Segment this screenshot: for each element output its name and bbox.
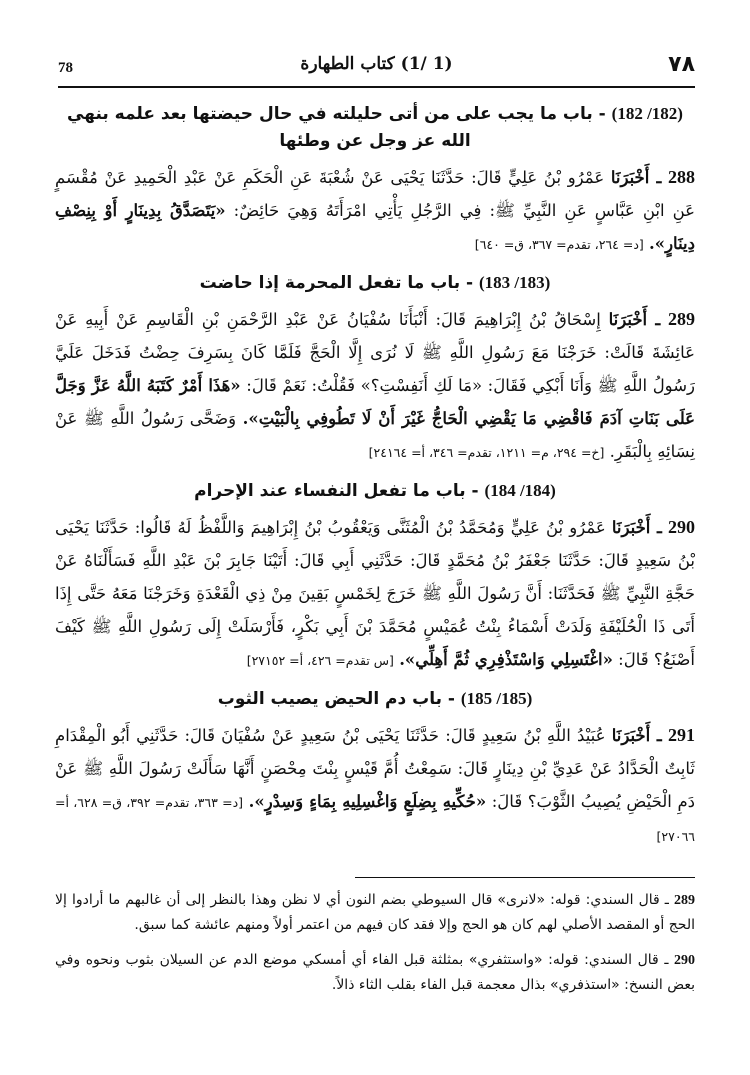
hadith-paragraph: [55, 303, 695, 469]
chapter-number: (182/ 182): [611, 104, 683, 123]
chapter-number: (183/ 183): [479, 273, 551, 292]
hadith-reference: [خ= ٢٩٤، م= ١٢١١، تقدم= ٣٤٦، أ= ٢٤١٦٤]: [368, 445, 605, 460]
hadith-isnad: عُبَيْدُ اللَّهِ بْنُ سَعِيدٍ قَالَ: حَدَّثَنَا يَحْيَى بْنُ سَعِيدٍ عَنْ سُفْيَانَ قَالَ: حَدَّثَنِي أَبُو الْمِقْدَامِ ثَابِتٌ الْحَدَّادُ عَنْ عَدِيِّ بْنِ دِينَارٍ قَالَ: سَمِعْتُ أُمَّ قَيْسٍ بِنْتَ مِحْصَنٍ أَنَّهَا سَأَلَتْ رَسُولَ اللَّهِ ﷺ عَنْ دَمِ الْحَيْضِ يُصِيبُ الثَّوْبَ؟ قَالَ:: [55, 726, 696, 811]
chapter-heading: [55, 685, 695, 713]
footnote-number: 289: [674, 893, 695, 908]
hadith-number: 290: [667, 517, 695, 537]
chapter-number: (185/ 185): [460, 689, 533, 708]
footnote: [55, 948, 695, 998]
footnote: [55, 888, 695, 938]
hadith-reference: [د= ٢٦٤، تقدم= ٣٦٧، ق= ٦٤٠]: [474, 237, 644, 252]
chapter-heading: [55, 477, 695, 505]
footnote-text: ـ قال السندي: قوله: «واستثفري» بمثلثة قبل الفاء أي أمسكي موضع الدم عن السيلان بثوب ونحوه وفي بعض النسخ: «استذفري» بذال معجمة قبل الفاء بقلب الثاء ذالاً.: [55, 952, 695, 993]
hadith-lead: ـ أَخْبَرَنَا: [610, 168, 662, 187]
chapter-title: - باب ما تفعل النفساء عند الإحرام: [194, 481, 479, 501]
hadith-reference: [س تقدم= ٤٢٦، أ= ٢٧١٥٢]: [246, 653, 394, 668]
chapter-number: (184/ 184): [484, 481, 556, 500]
hadith-lead: ـ أَخْبَرَنَا: [608, 310, 661, 329]
hadith-paragraph: [55, 161, 695, 261]
chapter-heading: [55, 269, 695, 297]
main-text: [55, 92, 695, 853]
chapter-heading: [55, 100, 695, 155]
footnote-divider: [355, 877, 695, 878]
footnote-text: ـ قال السندي: قوله: «لانرى» قال السيوطي بضم النون أي لا نظن وهذا بالنظر إلى أن غالبهم ما أرادوا إلا الحج أو المقصد الأصلي لهم كان هو الحج وإلا فقد كان فيهم من اعتمر أولاً ومنهم عائشة كما سبق.: [55, 892, 695, 933]
hadith-paragraph: [55, 511, 695, 677]
footnote-number: 290: [674, 953, 695, 968]
hadith-isnad: عَمْرُو بْنُ عَلِيٍّ قَالَ: حَدَّثَنَا يَحْيَى عَنْ شُعْبَةَ عَنِ الْحَكَمِ عَنْ عَبْدِ الْحَمِيدِ عَنْ مُقْسَمٍ عَنِ ابْنِ عَبَّاسٍ عَنِ النَّبِيِّ ﷺ: فِي الرَّجُلِ يَأْتِي امْرَأَتَهُ وَهِيَ حَائِضٌ:: [55, 168, 695, 220]
hadith-lead: ـ أَخْبَرَنَا: [611, 726, 662, 745]
page-number-latin: 78: [58, 60, 73, 76]
chapter-title: - باب دم الحيض يصيب الثوب: [217, 689, 455, 709]
running-title: (1 /1) كتاب الطهارة: [300, 54, 453, 74]
hadith-reference: [د= ٣٦٣، تقدم= ٣٩٢، ق= ٦٢٨، أ= ٢٧٠٦٦]: [55, 795, 695, 844]
hadith-number: 288: [668, 167, 695, 187]
page-header: [58, 38, 695, 88]
hadith-isnad: إِسْحَاقُ بْنُ إِبْرَاهِيمَ قَالَ: أَنْبَأَنَا سُفْيَانُ عَنْ عَبْدِ الرَّحْمَنِ بْنِ الْقَاسِمِ عَنْ أَبِيهِ عَنْ عَائِشَةَ قَالَتْ: خَرَجْنَا مَعَ رَسُولِ اللَّهِ ﷺ لَا نُرَى إِلَّا الْحَجَّ فَلَمَّا كَانَ بِسَرِفَ حِضْتُ فَدَخَلَ عَلَيَّ رَسُولُ اللَّهِ ﷺ وَأَنَا أَبْكِي فَقَالَ: «مَا لَكِ أَنَفِسْتِ؟» فَقُلْتُ: نَعَمْ قَالَ:: [55, 310, 695, 395]
chapter-title: - باب ما تفعل المحرمة إذا حاضت: [199, 273, 474, 293]
chapter-title: - باب ما يجب على من أتى حليلته في حال حيضتها بعد علمه بنهي الله عز وجل عن وطئها: [67, 104, 606, 151]
hadith-number: 289: [668, 309, 695, 329]
hadith-paragraph: [55, 719, 695, 853]
hadith-tail: وَضَحَّى رَسُولُ اللَّهِ ﷺ عَنْ نِسَائِهِ بِالْبَقَرِ.: [55, 409, 695, 461]
hadith-matn: «حُكِّيهِ بِضِلَعٍ وَاغْسِلِيهِ بِمَاءٍ وَسِدْرٍ».: [248, 792, 487, 811]
hadith-matn: «هَذَا أَمْرٌ كَتَبَهُ اللَّهُ عَزَّ وَجَلَّ عَلَى بَنَاتِ آدَمَ فَاقْضِي مَا يَقْضِي الْحَاجُّ غَيْرَ أَنْ لَا تَطُوفِي بِالْبَيْتِ».: [55, 376, 695, 428]
hadith-number: 291: [667, 725, 695, 745]
footnotes: [55, 888, 695, 1008]
hadith-matn: «يَتَصَدَّقُ بِدِينَارٍ أَوْ بِنِصْفِ دِينَارٍ».: [55, 201, 695, 253]
hadith-lead: ـ أَخْبَرَنَا: [611, 518, 662, 537]
hadith-matn: «اغْتَسِلِي وَاسْتَذْفِرِي ثُمَّ أَهِلِّي».: [399, 650, 613, 669]
hadith-isnad: عَمْرُو بْنُ عَلِيٍّ وَمُحَمَّدُ بْنُ الْمُثَنَّى وَيَعْقُوبُ بْنُ إِبْرَاهِيمَ وَاللَّفْظُ لَهُ قَالُوا: حَدَّثَنَا يَحْيَى بْنُ سَعِيدٍ قَالَ: حَدَّثَنَا جَعْفَرُ بْنُ مُحَمَّدٍ قَالَ: حَدَّثَنِي أَبِي قَالَ: أَتَيْنَا جَابِرَ بْنَ عَبْدِ اللَّهِ فَسَأَلْنَاهُ عَنْ حَجَّةِ النَّبِيِّ ﷺ فَحَدَّثَنَا: أَنَّ رَسُولَ اللَّهِ ﷺ خَرَجَ لِخَمْسٍ بَقِينَ مِنْ ذِي الْقَعْدَةِ وَخَرَجْنَا مَعَهُ حَتَّى إِذَا أَتَى ذَا الْحُلَيْفَةِ وَلَدَتْ أَسْمَاءُ بِنْتُ عُمَيْسٍ مُحَمَّدَ بْنَ أَبِي بَكْرٍ، فَأَرْسَلَتْ إِلَى رَسُولِ اللَّهِ ﷺ كَيْفَ أَصْنَعُ؟ قَالَ:: [55, 518, 695, 669]
page-number-arabic: ٧٨: [668, 52, 695, 77]
